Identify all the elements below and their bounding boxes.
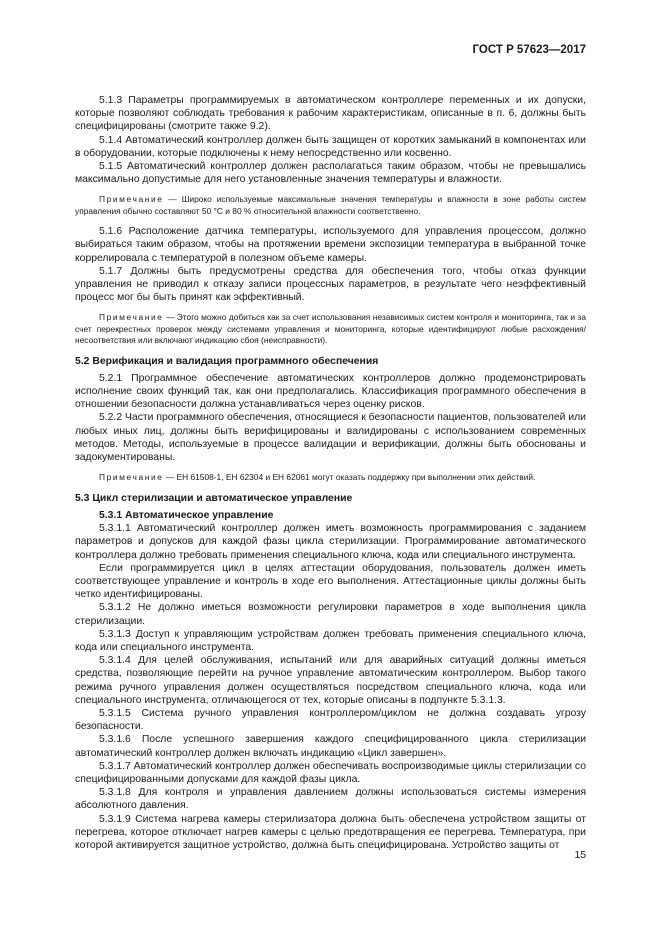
note-label: Примечание [99, 312, 164, 323]
clause-5-3-1-7: 5.3.1.7 Автоматический контроллер должен обеспечивать воспроизводимые циклы стерилизации со специфицированными допусками для каждой фазы цикла. [75, 760, 586, 785]
clause-5-1-7: 5.1.7 Должны быть предусмотрены средства для обеспечения того, чтобы отказ функции управления не приводил к отказу записи процессных параметров, в результате чего неэффективный процесс мог бы быть принят как эффективный. [75, 265, 586, 304]
note-text: — Этого можно добиться как за счет использования независимых систем контроля и мониторинга, так и за счет перекрестных проверок между системами управления и мониторинга, которые идентифицируют любые расхождения/несоответствия или включают индикацию сбоя (неисправности). [75, 312, 586, 346]
clause-5-3-1-4: 5.3.1.4 Для целей обслуживания, испытаний или для аварийных ситуаций должны иметься средства, позволяющие перейти на ручное управление автоматическим контроллером. Выбор такого режима ручного управления должен осуществляться посредством специального ключа, кода или специального инструмента, отличающегося от тех, которые описаны в подпункте 5.3.1.3. [75, 655, 586, 706]
clause-5-1-6: 5.1.6 Расположение датчика температуры, используемого для управления процессом, должно выбираться таким образом, чтобы на протяжении времени экспозиции температура в выбранной точке коррелировала с температурой в полезном объеме камеры. [75, 226, 586, 264]
clause-5-1-4: 5.1.4 Автоматический контроллер должен быть защищен от коротких замыканий в компонентах или в оборудовании, которые подключены к нему непосредственно или косвенно. [75, 134, 586, 159]
clause-5-3-1-8: 5.3.1.8 Для контроля и управления давлением должны использоваться системы измерения абсолютного давления. [75, 787, 586, 812]
clause-5-3-1-3: 5.3.1.3 Доступ к управляющим устройствам должен требовать применения специального ключа, кода или специального инструмента. [75, 628, 586, 653]
note-text: — ЕН 61508-1, ЕН 62304 и ЕН 62061 могут оказать поддержку при выполнении этих действий. [163, 472, 536, 483]
note-1 [75, 194, 586, 217]
clause-5-3-1-1: 5.3.1.1 Автоматический контроллер должен иметь возможность программирования с заданием параметров и допусков для каждой фазы цикла стерилизации. Программирование автоматического контроллера должно требовать применения специального ключа, кода или специального инструмента. [75, 523, 586, 561]
clause-5-3-1-5: 5.3.1.5 Система ручного управления контроллером/циклом не должна создавать угрозу безопасности. [75, 707, 586, 733]
section-heading-5-2: 5.2 Верификация и валидация программного обеспечения [75, 355, 379, 367]
clause-5-1-5: 5.1.5 Автоматический контроллер должен располагаться таким образом, чтобы не превышались максимально допустимые для него установленные значения температуры и влажности. [75, 161, 586, 186]
note-label: Примечание [99, 194, 164, 205]
clause-5-3-1-6: 5.3.1.6 После успешного завершения каждого специфицированного цикла стерилизации автоматический контроллер должен включать индикацию «Цикл завершен». [75, 734, 586, 759]
page-body [75, 94, 586, 852]
clause-5-3-1-2: 5.3.1.2 Не должно иметься возможности регулировки параметров в ходе выполнения цикла стерилизации. [75, 602, 586, 627]
note-text: — Широко используемые максимальные значения температуры и влажности в зоне работы систем управления обычно составляют 50 °С и 80 % относительной влажности соответственно. [75, 194, 586, 216]
note-label: Примечание [99, 472, 164, 483]
clause-5-3-1-9: 5.3.1.9 Система нагрева камеры стерилизатора должна быть обеспечена устройством защиты от перегрева, которое отключает нагрев камеры с целью предотвращения ее перегрева. Температура, при которой активируется защитное устройство, должна быть специфицирована. Устройство защиты от [75, 813, 586, 851]
subsection-heading-5-3-1: 5.3.1 Автоматическое управление [99, 509, 274, 521]
page-number: 15 [574, 850, 586, 861]
clause-5-2-1: 5.2.1 Программное обеспечение автоматических контроллеров должно продемонстрировать исполнение своих функций так, как они предполагались. Классификация программного обеспечения в отношении безопасности должна устанавливаться через оценку рисков. [75, 372, 586, 411]
document-header: ГОСТ Р 57623—2017 [472, 44, 586, 56]
clause-5-2-2: 5.2.2 Части программного обеспечения, относящиеся к безопасности пациентов, пользователей или любых иных лиц, должны быть верифицированы и валидированы с использованием современных методов. Методы, используемые в процессе валидации и верификации, должны быть обоснованы и задокументированы. [75, 412, 586, 464]
note-2 [75, 312, 586, 346]
note-3 [75, 472, 586, 483]
clause-5-3-1-1-continued: Если программируется цикл в целях аттестации оборудования, пользователь должен иметь соответствующее управление и контроль в ходе его выполнения. Аттестационные циклы должны быть четко идентифицированы. [75, 562, 586, 601]
section-heading-5-3: 5.3 Цикл стерилизации и автоматическое управление [75, 492, 353, 504]
clause-5-1-3: 5.1.3 Параметры программируемых в автоматическом контроллере переменных и их допуски, которые позволяют соблюдать требования к рабочим характеристикам, описанные в п. 6, должны быть специфицированы (смотрите также 9.2). [75, 95, 586, 133]
